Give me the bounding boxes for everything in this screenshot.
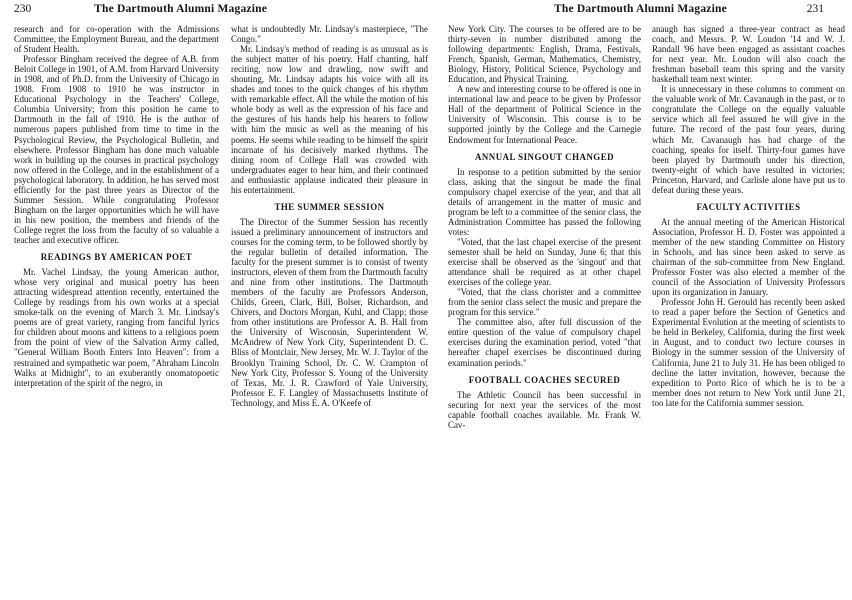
right-page-header bbox=[554, 3, 824, 15]
right-page-column-2 bbox=[652, 24, 845, 408]
left-running-title: The Dartmouth Alumni Magazine bbox=[94, 3, 267, 15]
paragraph: Mr. Vachel Lindsay, the young American author, whose very original and musical poetry has been attracting widespread attention recently, entertained the College by readings from his own works at a special smoke-talk on the evening of March 3. Mr. Lindsay's poems are of great variety, ranging from fanciful lyrics for children about moons and kittens to a religious poem from the point of view of the Salvation Army called, "General William Booth Enters Into Heaven": from a restrained and sympathetic war poem, "Abraham Lincoln Walks at Midnight", to an exuberantly onomatopoetic interpretation of the spirit of the negro, in bbox=[14, 267, 219, 388]
right-running-title: The Dartmouth Alumni Magazine bbox=[554, 3, 727, 15]
left-page-column-1 bbox=[14, 24, 219, 388]
paragraph: The Director of the Summer Session has recently issued a preliminary announcement of instructors and courses for the coming term, to be followed shortly by the regular bulletin of detailed information. The faculty for the present summer is to consist of twenty instructors, eleven of them from the Dartmouth faculty and nine from other institutions. The Dartmouth members of the faculty are Professors Anderson, Childs, Green, Clark, Bill, Bolser, Richardson, and Chivers, and Doctors Morgan, Kuhl, and Clapp; those from other institutions are Professor A. B. Hall from the University of Wisconsin, Superintendent W. McAndrew of New York City, Superintendent D. C. Bliss of Montclair, New Jersey, Mr. W. J. Taylor of the Brooklyn Training School, Dr. C. W. Crampton of New York City, Professor S. Young of the University of Texas, Mr. J. R. Crawford of Yale University, Professor E. F. Langley of Massachusetts Institute of Technology, and Miss E. A. O'Keefe of bbox=[231, 216, 428, 408]
paragraph: It is unnecessary in these columns to comment on the valuable work of Mr. Cavanaugh in the past, or to congratulate the College on the equally valuable service which all feel assured he will give in the future. The record of the past four years, during which Mr. Cavanaugh has had charge of the coaching, speaks for itself. Thirty-four games have been played by Dartmouth under his direction, twenty-eight of which have resulted in victories; Princeton, Harvard, and Carlisle alone have put us to defeat during these years. bbox=[652, 84, 845, 195]
right-page-column-1 bbox=[448, 24, 641, 430]
right-page-number: 231 bbox=[806, 3, 824, 15]
left-page-column-2 bbox=[231, 24, 428, 408]
section-heading: FACULTY ACTIVITIES bbox=[696, 201, 801, 212]
paragraph: Professor John H. Gerould has recently been asked to read a paper before the Section of Genetics and Experimental Evolution at the meeting of scientists to be held in Berkeley, California, during the first week in August, and to conduct two lecture courses in Biology in the summer session of the University of California, June 21 to July 31. He has been obliged to decline the latter invitation, however, because the expedition to Porto Rico of which he is to be a member does not return to New York until June 21, too late for the California summer session. bbox=[652, 297, 845, 408]
paragraph: The Athletic Council has been successful in securing for next year the services of the most capable football coaches available. Mr. Frank W. Cav- bbox=[448, 389, 641, 430]
section-heading: ANNUAL SINGOUT CHANGED bbox=[474, 151, 615, 162]
paragraph: In response to a petition submitted by the senior class, asking that the singout be made the final compulsory chapel exercise of the year, and that all details of arrangement in the matter of music and program be left to a committee of the senior class, the Administration Committee has passed the following votes: bbox=[448, 166, 641, 237]
paragraph: New York City. The courses to be offered are to be thirty-seven in number distributed among the following departments: English, Drama, Festivals, French, Spanish, German, Mathematics, Chemistry, Biology, History, Political Science, Psychology and Education, and Physical Training. bbox=[448, 24, 641, 85]
paragraph: Mr. Lindsay's method of reading is as unusual as is the subject matter of his poetry. Half chanting, half reciting, now low and drawling, now swift and shouting, Mr. Lindsay adapts his voice with all its shades and tones to the quick changes of his rhythm with remarkable effect. All the while the motion of his whole body as well as the expression of his face and the gestures of his hands help his hearers to follow with him the music as well as the meaning of his poems. He seems while reading to be himself the spirit incarnate of his decisively marked rhythms. The dining room of College Hall was crowded with undergraduates eager to hear him, and their continued and enthusiastic applause indicated their pleasure in his entertainment. bbox=[231, 44, 428, 195]
paragraph: At the annual meeting of the American Historical Association, Professor H. D. Foster was appointed a member of the new standing Committee on History in Schools, and has since been asked to serve as chairman of the sub-committee from New England. Professor Foster was also elected a member of the council of the Association of University Professors upon its organization in January. bbox=[652, 216, 845, 298]
paragraph: research and for co-operation with the Admissions Committee, the Employment Bureau, and the department of Student Health. bbox=[14, 24, 219, 55]
paragraph: "Voted, that the class chorister and a committee from the senior class select the music and prepare the program for this service." bbox=[448, 287, 641, 318]
left-page-number: 230 bbox=[14, 3, 32, 15]
paragraph: what is undoubtedly Mr. Lindsay's masterpiece, "The Congo." bbox=[231, 24, 428, 45]
paragraph: "Voted, that the last chapel exercise of the present semester shall be held on Sunday, June 6; that this exercise shall be observed as the 'singout' and that attendance shall be required as at other chapel exercises of the college year. bbox=[448, 236, 641, 288]
section-heading: THE SUMMER SESSION bbox=[274, 201, 385, 212]
paragraph: The committee also, after full discussion of the entire question of the value of compulsory chapel exercises during the examination period, voted "that hereafter chapel exercises be discontinued during examination periods." bbox=[448, 317, 641, 368]
paragraph: anaugh has signed a three-year contract as head coach, and Messrs. P. W. Loudon '14 and W. J. Randall '96 have been engaged as assistant coaches for next year. Mr. Loudon will also coach the freshman baseball team this spring and the varsity basketball team next winter. bbox=[652, 24, 845, 85]
paragraph: A new and interesting course to be offered is one in international law and peace to be given by Professor Hall of the department of Political Science in the University of Wisconsin. This course is to be supported jointly by the College and the Carnegie Endowment for International Peace. bbox=[448, 84, 641, 145]
left-page-header bbox=[14, 3, 267, 15]
section-heading: READINGS BY AMERICAN POET bbox=[40, 252, 193, 263]
section-heading: FOOTBALL COACHES SECURED bbox=[468, 374, 621, 385]
paragraph: Professor Bingham received the degree of A.B. from Beloit College in 1901, of A.M. from Harvard University in 1908, and of Ph.D. from the University of Chicago in 1908. From 1908 to 1910 he was instructor in Educational Psychology in the Teachers' College, Columbia University; from this position he came to Dartmouth in the fall of 1910. He is the author of numerous papers published from time to time in the Psychological Review, the Psychological Bulletin, and elsewhere. Professor Bingham has done much valuable work in building up the courses in practical psychology now offered in the College, and in the establishment of a psychological laboratory. In addition, he has served most efficiently for the past three years as Director of the Summer Session. While congratulating Professor Bingham on the larger opportunities which he will have in his new position, the members and friends of the College regret the loss from the faculty of so valuable a teacher and executive officer. bbox=[14, 54, 219, 245]
